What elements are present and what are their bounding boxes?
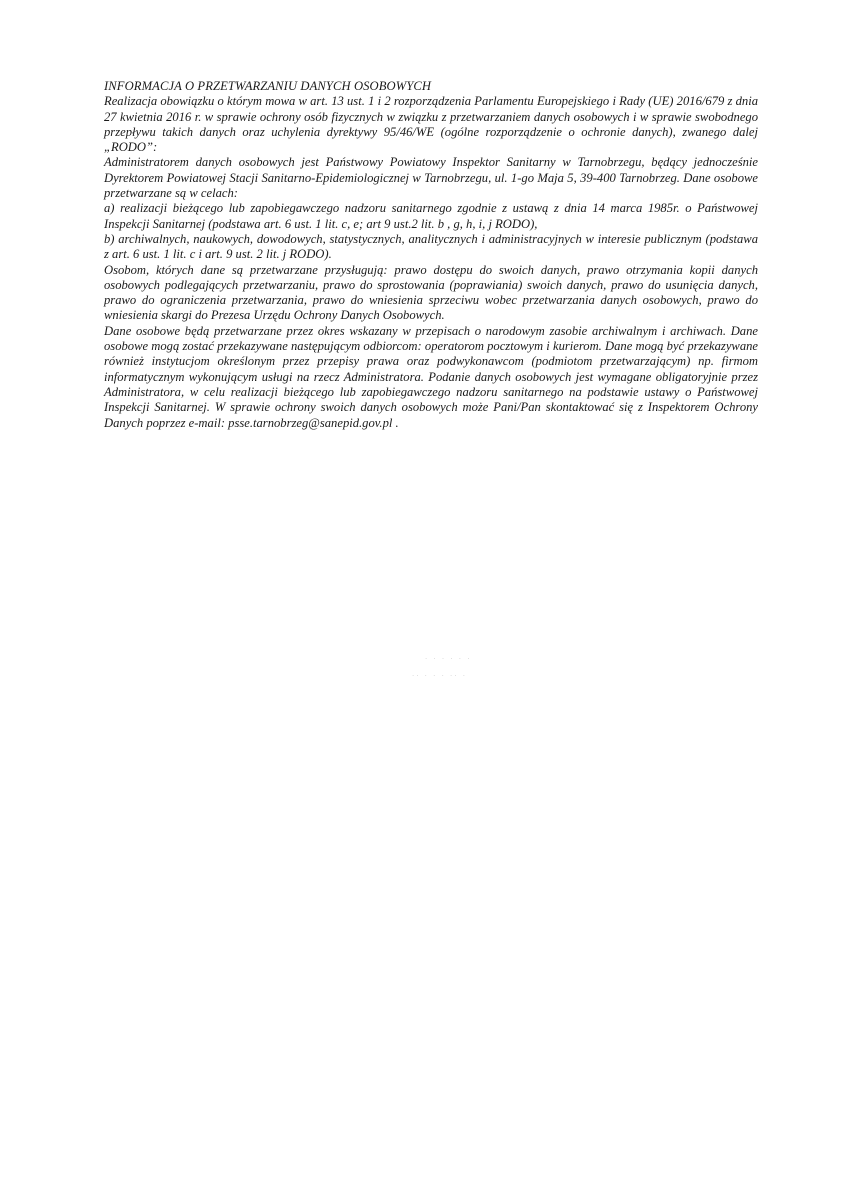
document-title: INFORMACJA O PRZETWARZANIU DANYCH OSOBOWYCH: [104, 79, 432, 93]
paragraph-rights: Osobom, których dane są przetwarzane przysługują: prawo dostępu do swoich danych, prawo otrzymania kopii danych osobowych podlegających przetwarzaniu, prawo do sprostowania (poprawiania) swoich danych, prawo do usunięcia danych, prawo do ograniczenia przetwarzania, prawo do wniesienia sprzeciwu wobec przetwarzania danych osobowych, prawo do wniesienia skargi do Prezesa Urzędu Ochrony Danych Osobowych.: [104, 262, 758, 323]
scan-artifact: ·· · · · ·· ·: [412, 672, 467, 680]
paragraph-retention-recipients: Dane osobowe będą przetwarzane przez okres wskazany w przepisach o narodowym zasobie archiwalnym i archiwach. Dane osobowe mogą zostać przekazywane następującym odbiorcom: operatorom pocztowym i kurierom. Dane mogą być przekazywane również instytucjom określonym przez przepisy prawa oraz podwykonawcom (podmiotom przetwarzającym) np. firmom informatycznym wykonującym usługi na rzecz Administratora. Podanie danych osobowych jest wymagane obligatoryjnie przez Administratora, w celu realizacji bieżącego lub zapobiegawczego nadzoru sanitarnego na podstawie ustawy o Państwowej Inspekcji Sanitarnej. W sprawie ochrony swoich danych osobowych może Pani/Pan skontaktować się z Inspektorem Ochrony Danych poprzez e-mail: psse.tarnobrzeg@sanepid.gov.pl .: [104, 323, 758, 430]
paragraph-legal-basis: Realizacja obowiązku o którym mowa w art. 13 ust. 1 i 2 rozporządzenia Parlamentu Europejskiego i Rady (UE) 2016/679 z dnia 27 kwietnia 2016 r. w sprawie ochrony osób fizycznych w związku z przetwarzaniem danych osobowych i w sprawie swobodnego przepływu takich danych oraz uchylenia dyrektywy 95/46/WE (ogólne rozporządzenie o ochronie danych), zwanego dalej „RODO”:: [104, 94, 758, 155]
paragraph-administrator: Administratorem danych osobowych jest Państwowy Powiatowy Inspektor Sanitarny w Tarnobrzegu, będący jednocześnie Dyrektorem Powiatowej Stacji Sanitarno-Epidemiologicznej w Tarnobrzegu, ul. 1-go Maja 5, 39-400 Tarnobrzeg. Dane osobowe przetwarzane są w celach:: [104, 155, 758, 201]
document-body: [104, 79, 758, 431]
paragraph-purpose-b: b) archiwalnych, naukowych, dowodowych, statystycznych, analitycznych i administracyjnych w interesie publicznym (podstawa z art. 6 ust. 1 lit. c i art. 9 ust. 2 lit. j RODO).: [104, 231, 758, 262]
paragraph-purpose-a: a) realizacji bieżącego lub zapobiegawczego nadzoru sanitarnego zgodnie z ustawą z dnia 14 marca 1985r. o Państwowej Inspekcji Sanitarnej (podstawa art. 6 ust. 1 lit. c, e; art 9 ust.2 lit. b , g, h, i, j RODO),: [104, 201, 758, 231]
scan-artifact: · · · · · ·: [425, 655, 472, 663]
